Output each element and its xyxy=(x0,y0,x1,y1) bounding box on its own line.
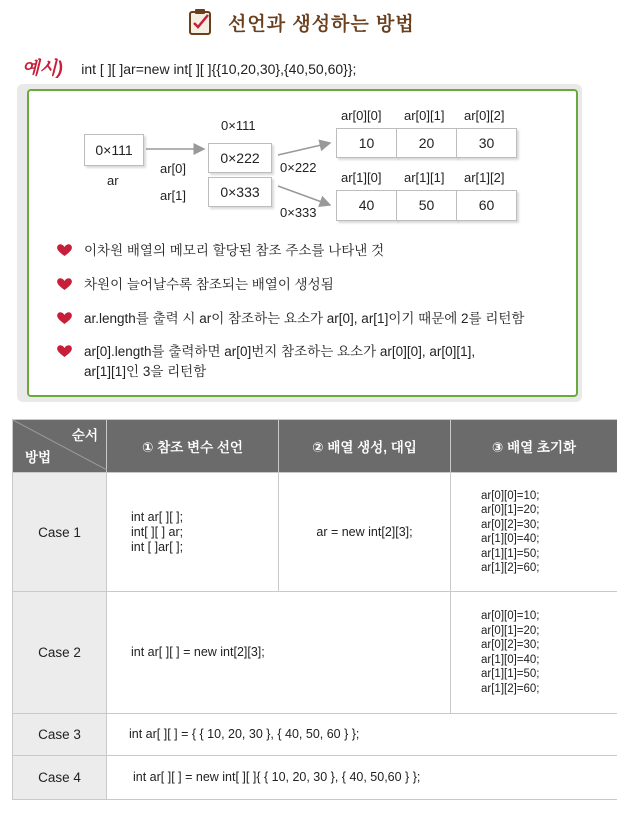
arrow-addr-1: 0×333 xyxy=(280,205,317,220)
init-line: ar[0][2]=30; xyxy=(481,518,540,531)
init-line: ar[0][1]=20; xyxy=(481,504,540,516)
decl-line: int [ ]ar[ ]; xyxy=(131,539,184,554)
arrow-row1 xyxy=(278,186,330,205)
heart-check-icon xyxy=(56,344,73,358)
init-line: ar[1][2]=60; xyxy=(481,562,540,574)
row-addr-1: 0×333 xyxy=(208,177,272,207)
init-line: ar[0][1]=20; xyxy=(481,624,540,637)
init-line: ar[1][0]=40; xyxy=(481,653,540,666)
bullet-item xyxy=(56,275,334,295)
row0-cell-1: 20 xyxy=(396,128,457,158)
init-line: ar[0][0]=10; xyxy=(481,489,540,502)
case3-code: int ar[ ][ ] = { { 10, 20, 30 }, { 40, 50, 60 } }; xyxy=(107,714,617,756)
row1-cell-2: 60 xyxy=(456,190,517,221)
init-line: ar[1][2]=60; xyxy=(481,682,540,695)
decl-line: int ar[ ][ ]; xyxy=(131,509,184,524)
init-line: ar[1][1]=50; xyxy=(481,547,540,560)
row-addr-label: 0×111 xyxy=(221,118,256,133)
example-code: int [ ][ ]ar=new int[ ][ ]{{10,20,30},{40,50,60}}; xyxy=(81,61,357,77)
bullet-item xyxy=(56,342,475,382)
corner-header xyxy=(13,420,107,473)
decl-line: int[ ][ ] ar; xyxy=(131,524,184,539)
init-line: ar[1][0]=40; xyxy=(481,533,540,545)
row0-header-0: ar[0][0] xyxy=(341,108,382,123)
table-row xyxy=(13,473,617,592)
corner-bottom-label: 방법 xyxy=(25,450,52,465)
corner-top-label: 순서 xyxy=(71,428,98,443)
init-line: ar[0][2]=30; xyxy=(481,639,540,651)
page-title: 선언과 생성하는 방법 xyxy=(228,14,415,35)
row1-cell-1: 50 xyxy=(396,190,457,221)
row0-cell-2: 30 xyxy=(456,128,517,158)
bullet-text: 이차원 배열의 메모리 할당된 참조 주소를 나타낸 것 xyxy=(84,243,385,258)
bullet-text: 차원이 늘어날수록 참조되는 배열이 생성됨 xyxy=(84,277,334,292)
case2-decl: int ar[ ][ ] = new int[2][3]; xyxy=(107,592,451,714)
arrow-addr-0: 0×222 xyxy=(280,160,317,175)
case2-init xyxy=(451,592,617,714)
row-name-1: ar[1] xyxy=(160,188,187,203)
row1-header-2: ar[1][2] xyxy=(464,170,505,185)
bullet-item xyxy=(56,309,524,329)
header-declare: ① 참조 변수 선언 xyxy=(107,420,279,473)
method-table xyxy=(12,419,617,800)
row-addr-0: 0×222 xyxy=(208,143,272,173)
ref-box: 0×111 xyxy=(84,134,144,166)
case-label: Case 4 xyxy=(13,756,107,800)
case4-code: int ar[ ][ ] = new int[ ][ ]{ { 10, 20, 30 }, { 40, 50,60 } }; xyxy=(107,756,617,800)
case1-decl xyxy=(107,473,279,592)
example-label: 예시) xyxy=(22,58,63,78)
table-header-row xyxy=(13,420,617,473)
heart-check-icon xyxy=(56,311,73,325)
heart-check-icon xyxy=(56,277,73,291)
ref-name: ar xyxy=(107,173,119,188)
heart-check-icon xyxy=(56,243,73,257)
row1-header-0: ar[1][0] xyxy=(341,170,382,185)
init-line: ar[1][1]=50; xyxy=(481,668,540,680)
bullet-text: ar.length를 출력 시 ar이 참조하는 요소가 ar[0], ar[1]이기 때문에 2를 리턴함 xyxy=(84,311,525,326)
arrow-row0 xyxy=(278,143,330,155)
case-label: Case 1 xyxy=(13,473,107,592)
row0-header-1: ar[0][1] xyxy=(404,108,445,123)
case-label: Case 3 xyxy=(13,714,107,756)
header-init: ③ 배열 초기화 xyxy=(451,420,617,473)
row0-cell-0: 10 xyxy=(336,128,397,158)
bullet-text: ar[0].length를 출력하면 ar[0]번지 참조하는 요소가 ar[0][0], ar[0][1], xyxy=(84,344,476,359)
header-create: ② 배열 생성, 대입 xyxy=(279,420,451,473)
row1-cell-0: 40 xyxy=(336,190,397,221)
bullet-item xyxy=(56,241,384,261)
case-label: Case 2 xyxy=(13,592,107,714)
table-row xyxy=(13,756,617,800)
bullet-text-cont: ar[1][1]인 3을 리턴함 xyxy=(84,364,207,379)
case1-init xyxy=(451,473,617,592)
row1-header-1: ar[1][1] xyxy=(404,170,445,185)
table-row xyxy=(13,714,617,756)
table-row xyxy=(13,592,617,714)
case1-create: ar = new int[2][3]; xyxy=(279,473,451,592)
row0-header-2: ar[0][2] xyxy=(464,108,505,123)
row-name-0: ar[0] xyxy=(160,161,187,176)
init-line: ar[0][0]=10; xyxy=(481,610,540,622)
